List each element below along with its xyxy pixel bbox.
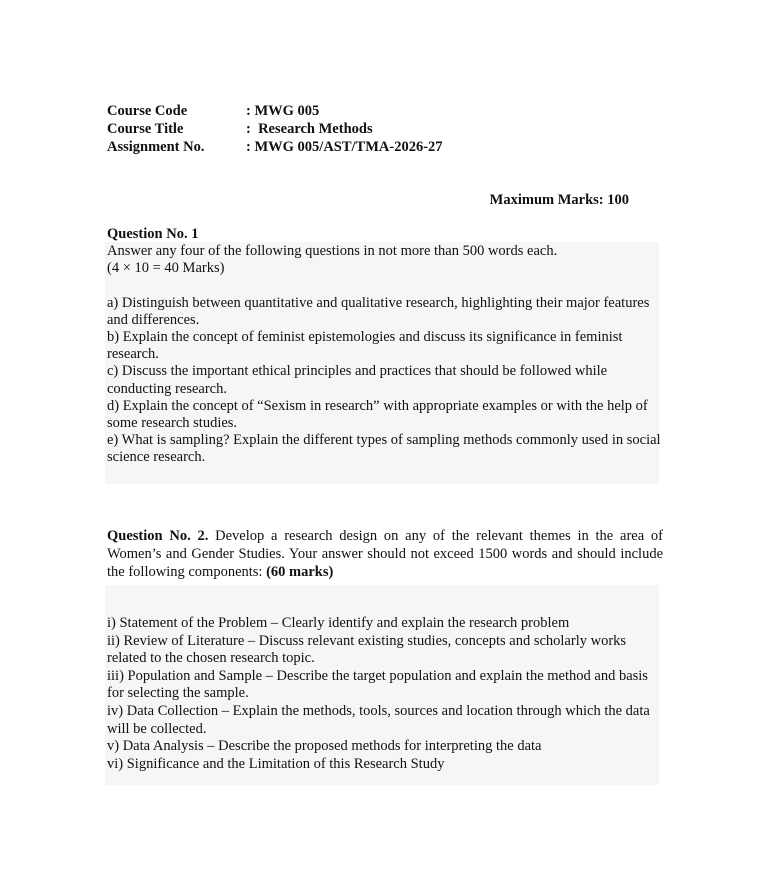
question2-item-ii: ii) Review of Literature – Discuss relevant existing studies, concepts and scholarly works related to the chosen research topic. <box>107 632 627 667</box>
course-title-label: Course Title <box>107 121 184 137</box>
question2-item-iv: iv) Data Collection – Explain the methods, tools, sources and location through which the data will be collected. <box>107 702 650 737</box>
course-code-row <box>107 102 443 120</box>
question1-item-a: a) Distinguish between quantitative and qualitative research, highlighting their major features and differences. <box>107 294 650 328</box>
question1-items <box>107 295 661 467</box>
maximum-marks: Maximum Marks: 100 <box>489 192 629 208</box>
question1-marks: (4 × 10 = 40 Marks) <box>107 260 225 277</box>
question1-intro: Answer any four of the following questions in not more than 500 words each. <box>107 243 558 260</box>
course-meta <box>107 102 443 156</box>
question1-item-c: c) Discuss the important ethical principles and practices that should be followed while conducting research. <box>107 363 608 397</box>
question2-marks: (60 marks) <box>266 564 334 580</box>
question2-body: Develop a research design on any of the relevant themes in the area of Women’s and Gender Studies. Your answer should not exceed 1500 words and should include the following components: <box>107 528 663 580</box>
course-title-value: : Research Methods <box>246 121 373 137</box>
question2-item-vi: vi) Significance and the Limitation of this Research Study <box>107 755 445 772</box>
question2-item-v: v) Data Analysis – Describe the proposed methods for interpreting the data <box>107 738 542 755</box>
question2-section <box>107 527 663 581</box>
assignment-no-row <box>107 138 443 156</box>
question1-item-d: d) Explain the concept of “Sexism in research” with appropriate examples or with the help of some research studies. <box>107 397 648 432</box>
question2-item-iii: iii) Population and Sample – Describe the target population and explain the method and basis for selecting the sample. <box>107 667 648 702</box>
assignment-no-label: Assignment No. <box>107 139 205 155</box>
course-code-label: Course Code <box>107 103 188 119</box>
question1-section <box>107 226 661 467</box>
assignment-no-value: : MWG 005/AST/TMA-2026-27 <box>246 139 443 155</box>
question2-title: Question No. 2. <box>107 528 209 544</box>
question1-item-e: e) What is sampling? Explain the different types of sampling methods commonly used in social science research. <box>107 432 661 466</box>
question1-title: Question No. 1 <box>107 226 199 242</box>
question2-items <box>107 615 663 773</box>
question2-item-i: i) Statement of the Problem – Clearly identify and explain the research problem <box>107 615 570 631</box>
question1-item-b: b) Explain the concept of feminist epistemologies and discuss its significance in feminist research. <box>107 329 623 363</box>
course-title-row <box>107 120 443 138</box>
course-code-value: : MWG 005 <box>246 103 320 119</box>
